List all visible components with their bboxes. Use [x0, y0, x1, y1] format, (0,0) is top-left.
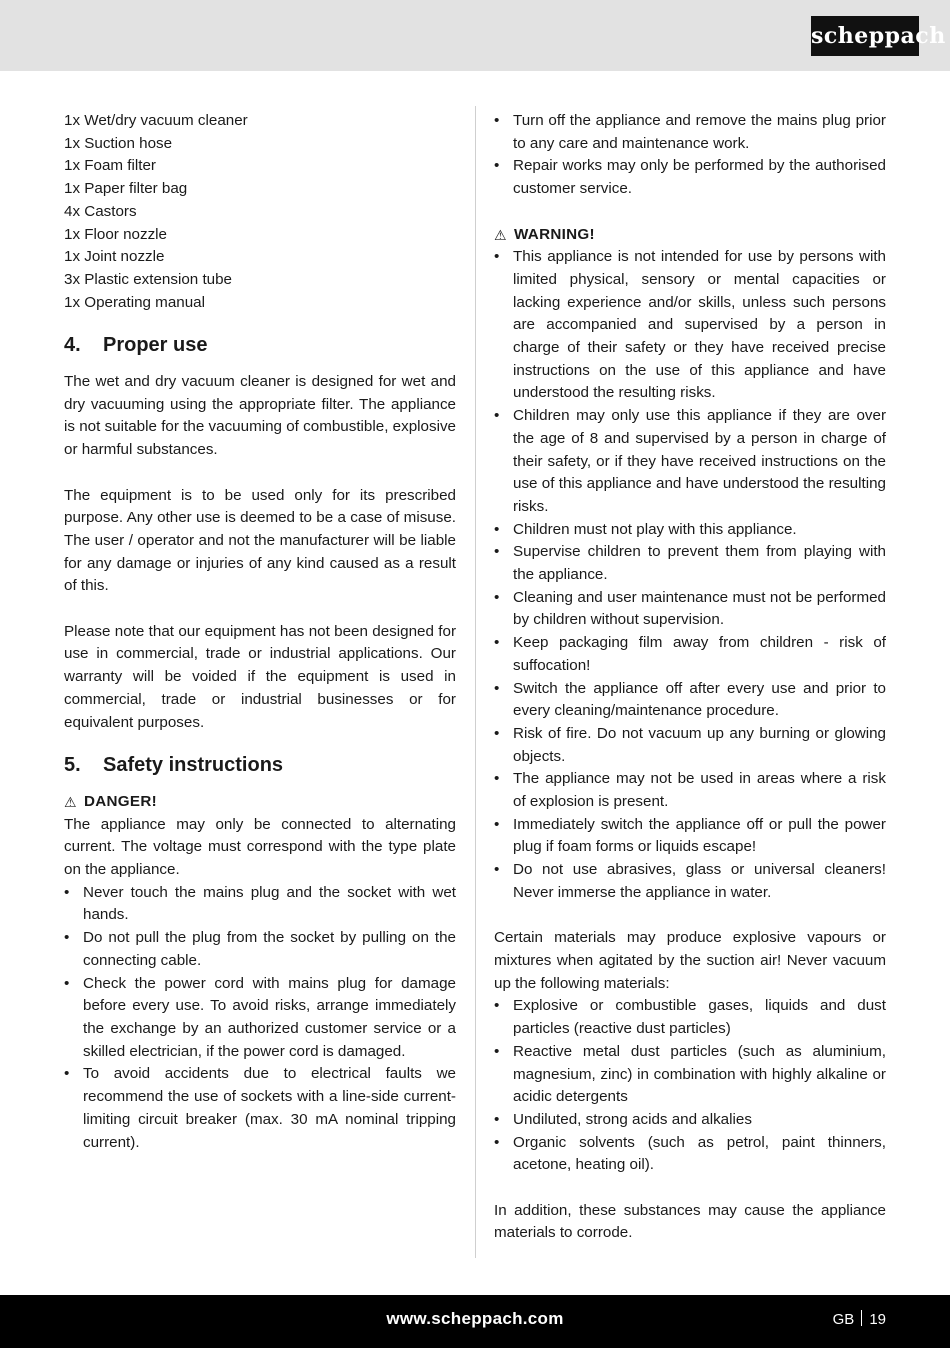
list-item: • Keep packaging film away from children - risk of suffocation!	[494, 632, 886, 677]
list-item: • Supervise children to prevent them from playing with the appliance.	[494, 541, 886, 586]
right-column	[494, 110, 886, 1245]
list-item: • Children may only use this appliance if they are over the age of 8 and supervised by a person in charge of their safety, or if they have received instructions on the use of this appliance and have understood the resulting risks.	[494, 405, 886, 519]
parts-item: 1x Wet/dry vacuum cleaner	[64, 112, 248, 129]
danger-label-text: DANGER!	[84, 792, 157, 810]
warning-bullet-list	[494, 246, 886, 904]
brand-logo: scheppach	[811, 16, 919, 56]
list-item: • Never touch the mains plug and the socket with wet hands.	[64, 882, 456, 927]
list-item: • Check the power cord with mains plug for damage before every use. To avoid risks, arrange immediately the exchange by an authorized customer service or a skilled electrician, if the power cord is damaged.	[64, 973, 456, 1064]
list-item: • Reactive metal dust particles (such as aluminium, magnesium, zinc) in combination with highly alkaline or acidic detergents	[494, 1041, 886, 1109]
footer-bar	[0, 1295, 950, 1348]
list-item: • Switch the appliance off after every use and prior to every cleaning/maintenance procedure.	[494, 678, 886, 723]
list-item: • Do not use abrasives, glass or universal cleaners! Never immerse the appliance in water.	[494, 859, 886, 904]
danger-label	[64, 791, 456, 814]
footer-separator	[861, 1310, 862, 1326]
list-item: • Turn off the appliance and remove the mains plug prior to any care and maintenance work.	[494, 110, 886, 155]
footer-page-indicator	[833, 1310, 886, 1328]
parts-item: 1x Suction hose	[64, 134, 173, 152]
list-item: • Repair works may only be performed by the authorised customer service.	[494, 155, 886, 200]
list-item: • Do not pull the plug from the socket by pulling on the connecting cable.	[64, 927, 456, 972]
parts-item: 4x Castors	[64, 202, 137, 220]
warning-label	[494, 224, 886, 247]
list-item: • Children must not play with this appliance.	[494, 519, 886, 542]
section-title: Safety instructions	[103, 754, 284, 777]
list-item: • Risk of fire. Do not vacuum up any burning or glowing objects.	[494, 723, 886, 768]
language-code: GB	[832, 1311, 855, 1328]
parts-item: 1x Paper filter bag	[64, 180, 188, 198]
warning-triangle-icon: ⚠	[64, 793, 77, 810]
warning-triangle-icon: ⚠	[494, 226, 507, 243]
list-item: • Organic solvents (such as petrol, paint thinners, acetone, heating oil).	[494, 1132, 886, 1177]
column-divider	[475, 106, 476, 1258]
section-number: 5.	[64, 754, 81, 777]
list-item: • This appliance is not intended for use by persons with limited physical, sensory or mental capacities or lacking experience and/or skills, unless such persons are accompanied and supervised by a person in charge of their safety or they have received precise instructions on the use of this appliance and have understood the resulting risks.	[494, 246, 886, 405]
parts-item: 1x Floor nozzle	[64, 225, 167, 243]
left-column	[64, 110, 456, 1154]
paragraph: The equipment is to be used only for its prescribed purpose. Any other use is deemed to be a case of misuse. The user / operator and not the manufacturer will be liable for any damage or injuries of any kind caused as a result of this.	[64, 486, 456, 595]
materials-bullet-list	[494, 995, 886, 1177]
list-item: • Explosive or combustible gases, liquids and dust particles (reactive dust particles)	[494, 995, 886, 1040]
parts-item: 3x Plastic extension tube	[64, 270, 233, 288]
section-title: Proper use	[103, 334, 208, 357]
parts-item: 1x Joint nozzle	[64, 248, 165, 266]
safety-bullet-list	[64, 882, 456, 1154]
list-item: • The appliance may not be used in areas where a risk of explosion is present.	[494, 768, 886, 813]
list-item: • Cleaning and user maintenance must not be performed by children without supervision.	[494, 587, 886, 632]
parts-item: 1x Foam filter	[64, 157, 156, 175]
parts-item: 1x Operating manual	[64, 293, 205, 311]
materials-intro: Certain materials may produce explosive vapours or mixtures when agitated by the suction air! Never vacuum up the following materials:	[494, 929, 886, 992]
paragraph: Please note that our equipment has not been designed for use in commercial, trade or industrial applications. Our warranty will be voided if the equipment is used in commercial, trade or industrial businesses or for equivalent purposes.	[64, 622, 456, 731]
section-4-heading	[64, 334, 456, 357]
footer-url-link[interactable]: www.scheppach.com	[386, 1309, 564, 1328]
danger-text: The appliance may only be connected to alternating current. The voltage must correspond with the type plate on the appliance.	[64, 815, 456, 879]
list-item: • Undiluted, strong acids and alkalies	[494, 1109, 886, 1132]
maintenance-bullet-list	[494, 110, 886, 201]
closing-paragraph: In addition, these substances may cause the appliance materials to corrode.	[494, 1201, 886, 1242]
header-band	[0, 0, 950, 71]
section-5-heading	[64, 754, 456, 777]
list-item: • To avoid accidents due to electrical faults we recommend the use of sockets with a line-side current-limiting circuit breaker (max. 30 mA nominal tripping current).	[64, 1063, 456, 1154]
list-item: • Immediately switch the appliance off or pull the power plug if foam forms or liquids escape!	[494, 814, 886, 859]
paragraph: The wet and dry vacuum cleaner is designed for wet and dry vacuuming using the appropriate filter. The appliance is not suitable for the vacuuming of combustible, explosive or harmful substances.	[64, 373, 456, 459]
section-number: 4.	[64, 334, 81, 357]
parts-list	[64, 110, 456, 314]
page-number: 19	[869, 1311, 886, 1328]
warning-label-text: WARNING!	[514, 225, 595, 243]
